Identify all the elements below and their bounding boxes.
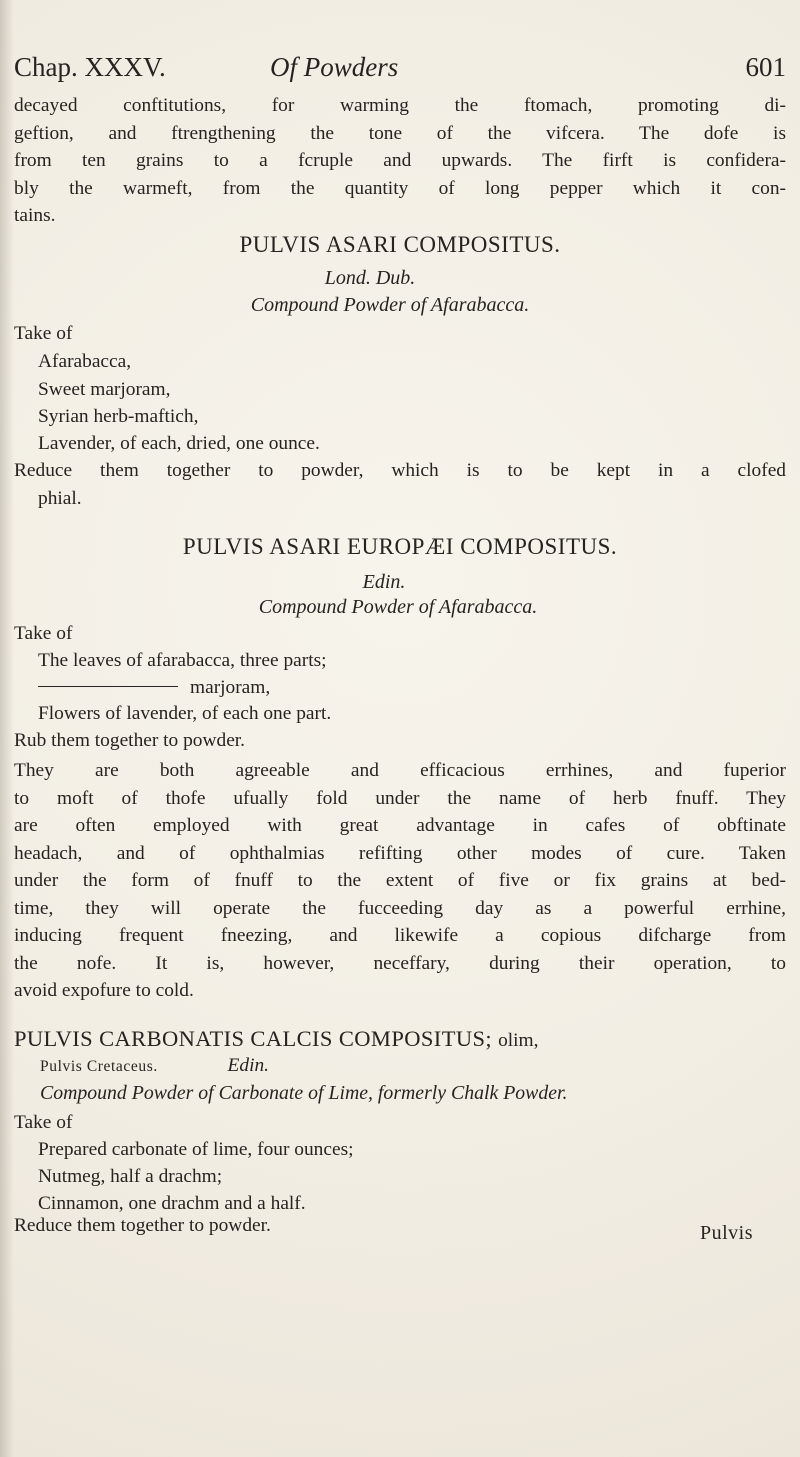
ingredient: Flowers of lavender, of each one part.: [38, 703, 332, 724]
recipe-source: Lond. Dub.: [324, 267, 416, 289]
ditto-rule: [38, 686, 178, 687]
recipe-english-name: Compound Powder of Afarabacca.: [258, 596, 538, 618]
catchword: Pulvis: [700, 1222, 754, 1244]
recipe-source: Edin.: [362, 571, 406, 593]
recipe-title-text: PULVIS CARBONATIS CALCIS COMPOSITUS;: [14, 1026, 493, 1051]
recipe-old-name-line: [40, 1052, 269, 1081]
text-line: inducing frequent fneezing, and likewife a copious difcharge from: [14, 925, 786, 946]
ingredient: Prepared carbonate of lime, four ounces;: [38, 1139, 354, 1160]
text-line: from ten grains to a fcruple and upwards. The firft is confidera-: [14, 150, 786, 171]
text-run: are both agreeable and efficacious errhines, and fuperior: [53, 760, 786, 781]
section-title: Of Powders: [270, 52, 399, 82]
ingredient: Lavender, of each, dried, one ounce.: [38, 433, 320, 454]
text-line: bly the warmeft, from the quantity of long pepper which it con-: [14, 177, 786, 199]
text-line: to moft of thofe ufually fold under the name of herb fnuff. They: [14, 787, 786, 809]
recipe-english-name: Compound Powder of Carbonate of Lime, formerly Chalk Powder.: [40, 1082, 568, 1104]
text-line: the nofe. It is, however, neceffary, during their operation, to: [14, 952, 786, 974]
recipe-title: PULVIS ASARI EUROPÆI COMPOSITUS.: [182, 534, 618, 559]
recipe-title: PULVIS ASARI COMPOSITUS.: [239, 232, 561, 257]
text-line: phial.: [38, 487, 82, 509]
ingredient: Nutmeg, half a drachm;: [38, 1166, 223, 1187]
ingredient: Sweet marjoram,: [38, 379, 171, 400]
text-line: time, they will operate the fucceeding day as a powerful errhine,: [14, 897, 786, 919]
olim-label: olim,: [498, 1030, 539, 1051]
recipe-title: [14, 1025, 538, 1055]
ingredient-text: marjoram,: [190, 677, 271, 698]
ingredient: The leaves of afarabacca, three parts;: [38, 650, 327, 671]
ingredient: Cinnamon, one drachm and a half.: [38, 1193, 306, 1214]
old-name: Pulvis Cretaceus.: [40, 1058, 158, 1075]
commentary-paragraph: [14, 757, 786, 1005]
text-line: geftion, and ftrengthening the tone of the vifcera. The dofe is: [14, 122, 786, 144]
small-caps-word: They: [14, 760, 54, 781]
recipe-directions: Reduce them together to powder.: [14, 1215, 271, 1236]
ingredient: Syrian herb-maftich,: [38, 406, 199, 427]
ingredient: Afarabacca,: [38, 351, 132, 372]
recipe-english-name: Compound Powder of Afarabacca.: [250, 294, 530, 316]
ingredient-ditto: [38, 674, 270, 702]
text-line: under the form of fnuff to the extent of five or fix grains at bed-: [14, 870, 786, 891]
take-of-label: Take of: [14, 623, 73, 644]
running-head: [14, 52, 786, 94]
text-line: are often employed with great advantage in cafes of obftinate: [14, 815, 786, 836]
recipe-directions: Rub them together to powder.: [14, 730, 246, 751]
take-of-label: Take of: [14, 323, 73, 344]
text-line: avoid expofure to cold.: [14, 980, 194, 1001]
recipe-directions: [14, 457, 786, 512]
text-line: decayed conftitutions, for warming the ftomach, promoting di-: [14, 95, 786, 116]
recipe-source: Edin.: [227, 1055, 270, 1076]
text-line: [14, 757, 786, 785]
text-line: Reduce them together to powder, which is to be kept in a clofed: [14, 460, 786, 481]
page-gutter-shadow: [0, 0, 14, 1457]
page-number: 601: [745, 52, 786, 82]
take-of-label: Take of: [14, 1112, 73, 1133]
text-line: tains.: [14, 205, 56, 226]
chapter-label: Chap. XXXV.: [14, 52, 166, 82]
intro-paragraph: [14, 92, 786, 230]
text-line: headach, and of ophthalmias refifting other modes of cure. Taken: [14, 842, 786, 864]
